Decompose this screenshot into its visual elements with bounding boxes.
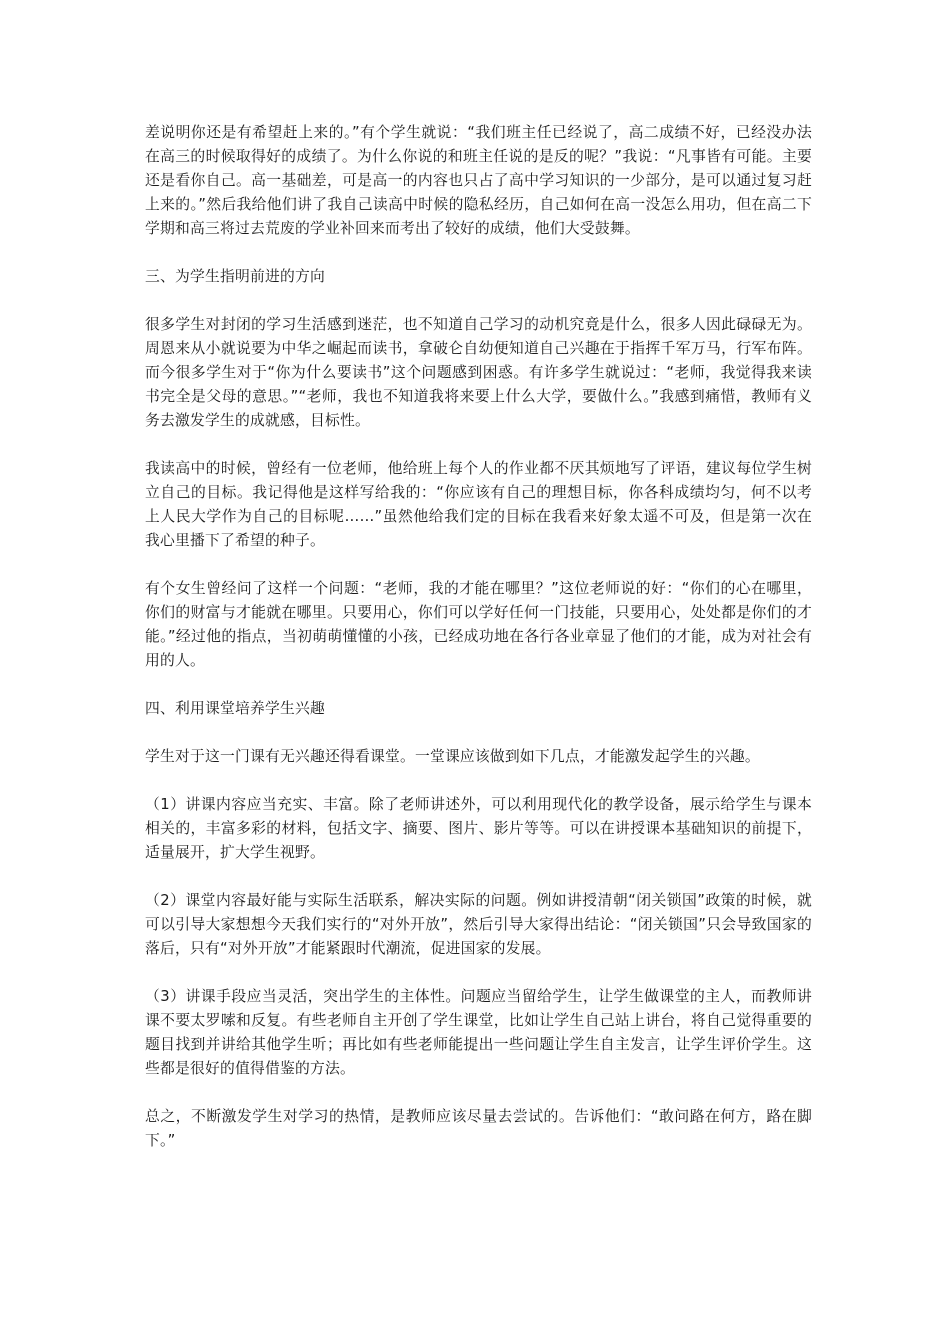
paragraph-6: （1）讲课内容应当充实、丰富。除了老师讲述外，可以利用现代化的教学设备，展示给学生与课本相关的，丰富多彩的材料，包括文字、摘要、图片、影片等等。可以在讲授课本基础知识的前提下，适量展开，扩大学生视野。 <box>145 796 812 861</box>
paragraph-4: 有个女生曾经问了这样一个问题：“老师，我的才能在哪里？”这位老师说的好：“你们的心在哪里，你们的财富与才能就在哪里。只要用心，你们可以学好任何一门技能，只要用心，处处都是你们的才能。”经过他的指点，当初萌萌懂懂的小孩，已经成功地在各行各业章显了他们的才能，成为对社会有用的人。 <box>145 580 812 669</box>
document-body <box>145 121 812 1177</box>
paragraph-9: 总之，不断激发学生对学习的热情，是教师应该尽量去尝试的。告诉他们：“敢问路在何方，路在脚下。” <box>145 1108 812 1149</box>
paragraph-1: 差说明你还是有希望赶上来的。”有个学生就说：“我们班主任已经说了，高二成绩不好，已经没办法在高三的时候取得好的成绩了。为什么你说的和班主任说的是反的呢？”我说：“凡事皆有可能。主要还是看你自己。高一基础差，可是高一的内容也只占了高中学习知识的一少部分，是可以通过复习赶上来的。”然后我给他们讲了我自己读高中时候的隐私经历，自己如何在高一没怎么用功，但在高二下学期和高三将过去荒废的学业补回来而考出了较好的成绩，他们大受鼓舞。 <box>145 124 812 237</box>
paragraph-7: （2）课堂内容最好能与实际生活联系，解决实际的问题。例如讲授清朝“闭关锁国”政策的时候，就可以引导大家想想今天我们实行的“对外开放”，然后引导大家得出结论：“闭关锁国”只会导致国家的落后，只有“对外开放”才能紧跟时代潮流，促进国家的发展。 <box>145 892 812 957</box>
paragraph-8: （3）讲课手段应当灵活，突出学生的主体性。问题应当留给学生，让学生做课堂的主人，而教师讲课不要太罗嗦和反复。有些老师自主开创了学生课堂，比如让学生自己站上讲台，将自己觉得重要的题目找到并讲给其他学生听；再比如有些老师能提出一些问题让学生自主发言，让学生评价学生。这些都是很好的值得借鉴的方法。 <box>145 988 812 1077</box>
section-heading-4: 四、利用课堂培养学生兴趣 <box>145 700 325 717</box>
paragraph-3: 我读高中的时候，曾经有一位老师，他给班上每个人的作业都不厌其烦地写了评语，建议每位学生树立自己的目标。我记得他是这样写给我的：“你应该有自己的理想目标，你各科成绩均匀，何不以考上人民大学作为自己的目标呢……”虽然他给我们定的目标在我看来好象太遥不可及，但是第一次在我心里播下了希望的种子。 <box>145 460 812 549</box>
section-heading-3: 三、为学生指明前进的方向 <box>145 268 325 285</box>
paragraph-2: 很多学生对封闭的学习生活感到迷茫，也不知道自己学习的动机究竟是什么，很多人因此碌碌无为。周恩来从小就说要为中华之崛起而读书，拿破仑自幼便知道自己兴趣在于指挥千军万马，行军布阵。而今很多学生对于“你为什么要读书”这个问题感到困惑。有许多学生就说过：“老师，我觉得我来读书完全是父母的意思。”“老师，我也不知道我将来要上什么大学，要做什么。”我感到痛惜，教师有义务去激发学生的成就感，目标性。 <box>145 316 812 429</box>
paragraph-5: 学生对于这一门课有无兴趣还得看课堂。一堂课应该做到如下几点，才能激发起学生的兴趣。 <box>145 748 760 765</box>
